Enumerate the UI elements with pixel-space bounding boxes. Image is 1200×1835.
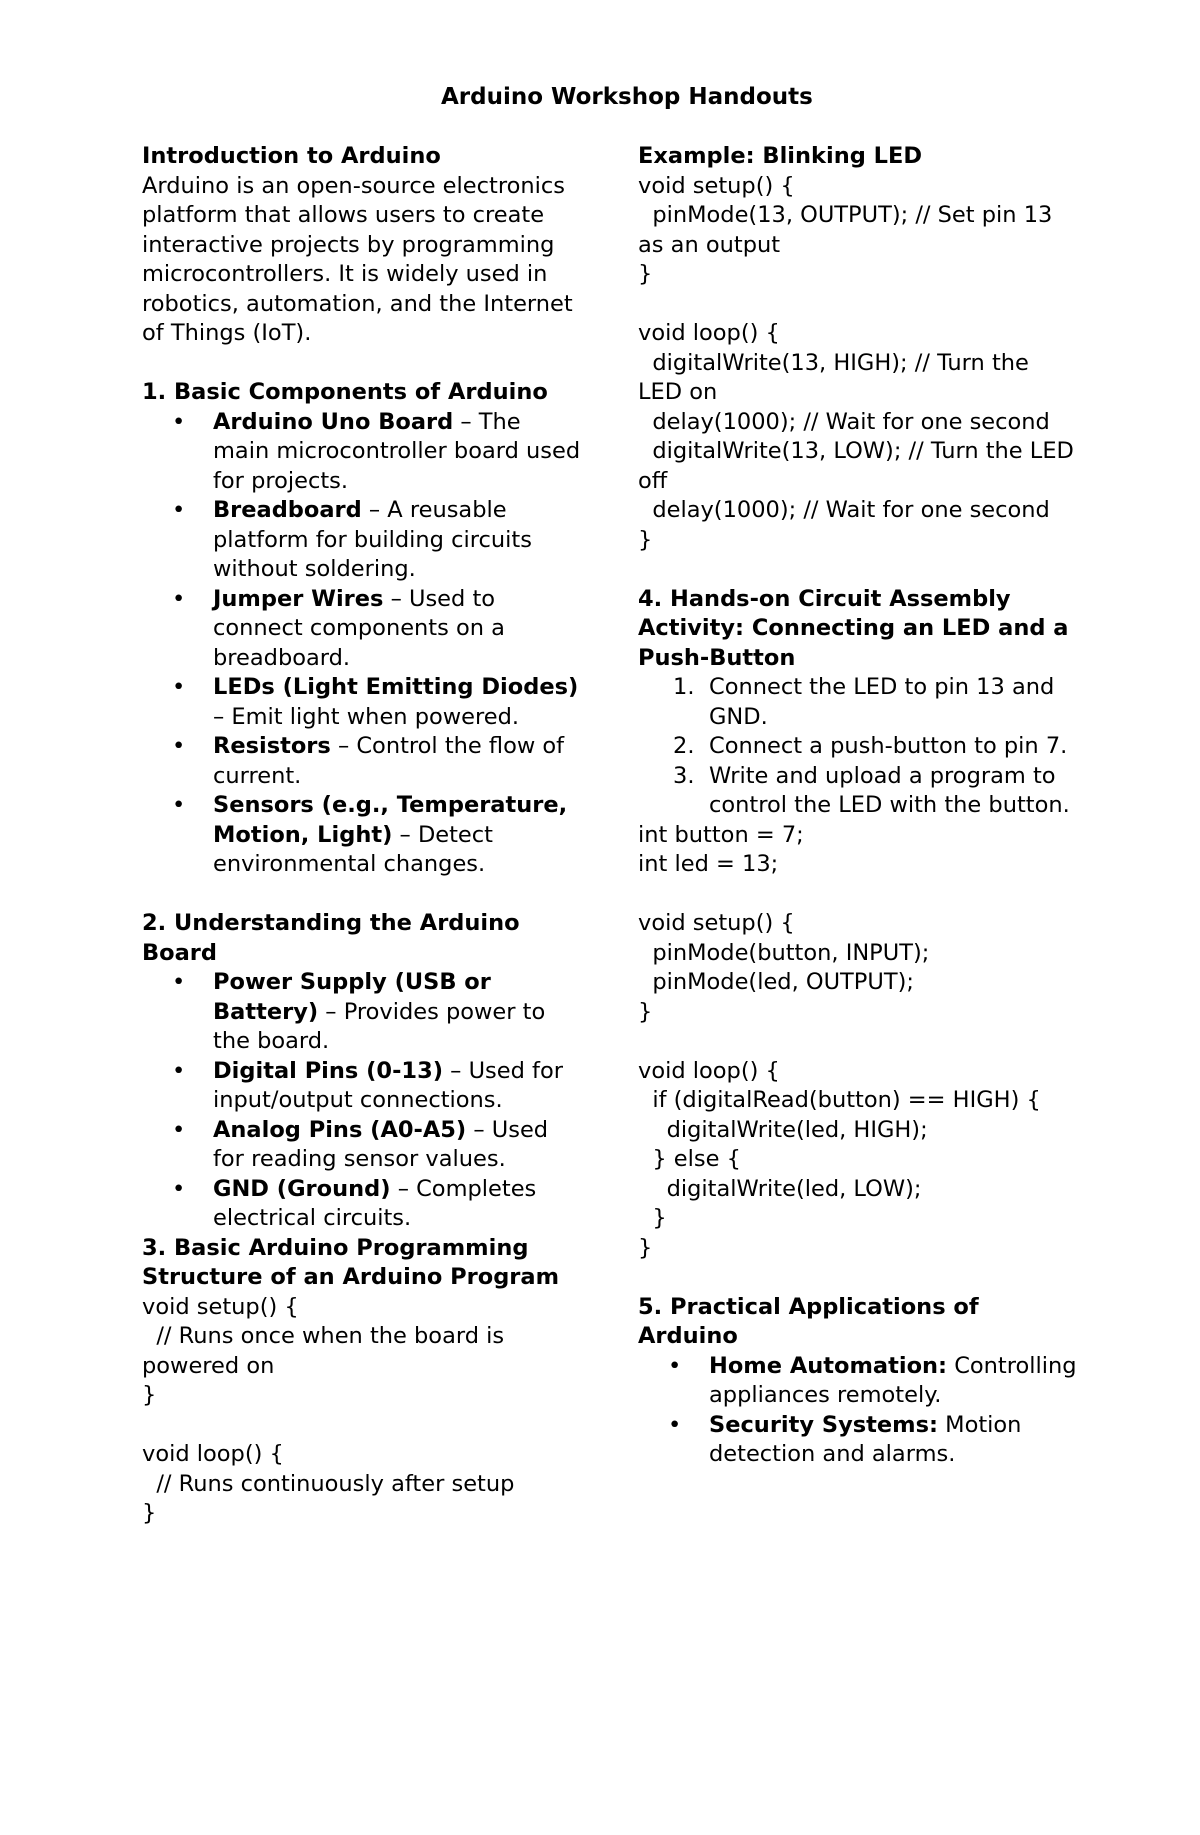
item-desc: – The main microcontroller board used for projects. <box>213 408 581 494</box>
document-title-wrapper <box>441 82 813 124</box>
code-line: // Runs once when the board is powered on <box>142 1323 512 1379</box>
list-item <box>142 791 582 880</box>
code-line: int button = 7; <box>638 821 804 848</box>
section-1-heading: 1. Basic Components of Arduino <box>142 379 548 405</box>
assembly-steps <box>638 673 1078 821</box>
code-line: } <box>638 261 653 287</box>
code-line: } <box>638 998 653 1025</box>
list-item <box>142 673 582 732</box>
structure-code-block <box>142 1293 582 1529</box>
board-list <box>142 968 582 1234</box>
item-desc: Motion detection and alarms. <box>709 1411 1022 1467</box>
left-column <box>142 142 582 1529</box>
item-term: Breadboard <box>213 497 362 523</box>
code-line: delay(1000); // Wait for one second <box>638 497 1050 523</box>
item-term: Analog Pins (A0-A5) <box>213 1116 467 1143</box>
intro-heading: Introduction to Arduino <box>142 143 441 169</box>
code-line: void loop() { <box>638 1057 780 1084</box>
code-line: } <box>638 1234 653 1261</box>
item-term: Resistors <box>213 733 331 759</box>
item-desc: – Emit light when powered. <box>213 703 520 730</box>
step-text: Connect the LED to pin 13 and GND. <box>709 674 1055 730</box>
item-term: GND (Ground) <box>213 1175 391 1202</box>
list-item <box>142 585 582 674</box>
code-line: int led = 13; <box>638 851 779 877</box>
item-term: Arduino Uno Board <box>213 408 454 435</box>
item-desc: Controlling appliances remotely. <box>709 1352 1077 1408</box>
blink-code-block <box>638 172 1082 556</box>
item-desc: – Detect environmental changes. <box>213 821 493 877</box>
list-item <box>142 1116 582 1175</box>
section-3-heading: 3. Basic Arduino Programming Structure of an Arduino Program <box>142 1234 560 1290</box>
code-line <box>638 1027 1078 1057</box>
right-column <box>638 142 1082 1470</box>
item-desc: – Used to connect components on a breadboard. <box>213 585 505 671</box>
code-line <box>638 290 1078 320</box>
item-term: Power Supply (USB or Battery) <box>213 969 491 1025</box>
step-number: 2. <box>673 733 695 759</box>
code-line: digitalWrite(led, LOW); <box>638 1175 922 1202</box>
code-line: } <box>638 1205 667 1231</box>
code-line: void loop() { <box>142 1441 284 1467</box>
item-term: Security Systems: <box>709 1411 938 1438</box>
list-item <box>638 1411 1078 1470</box>
code-line: void loop() { <box>638 320 780 346</box>
components-list <box>142 408 582 880</box>
item-term: Home Automation: <box>709 1352 948 1379</box>
list-item <box>142 1057 582 1116</box>
code-line <box>638 880 1078 910</box>
item-term: Sensors (e.g., Temperature, Motion, Light) <box>213 792 568 848</box>
code-line: digitalWrite(13, HIGH); // Turn the LED on <box>638 349 1037 405</box>
item-desc: – A reusable platform for building circuits without soldering. <box>213 497 532 582</box>
item-desc: – Used for input/output connections. <box>213 1057 563 1113</box>
item-desc: – Used for reading sensor values. <box>213 1116 549 1172</box>
item-term: Jumper Wires <box>213 585 384 612</box>
item-desc: – Completes electrical circuits. <box>213 1175 537 1231</box>
step-number: 1. <box>673 674 695 700</box>
code-line: void setup() { <box>638 910 795 936</box>
code-line: pinMode(led, OUTPUT); <box>638 969 914 995</box>
section-4-heading: 4. Hands-on Circuit Assembly Activity: Connecting an LED and a Push-Button <box>638 585 1069 671</box>
code-line: // Runs continuously after setup <box>142 1470 515 1497</box>
list-item <box>142 968 582 1057</box>
code-line: if (digitalRead(button) == HIGH) { <box>638 1087 1041 1113</box>
code-line: pinMode(13, OUTPUT); // Set pin 13 as an output <box>638 202 1060 258</box>
step-text: Write and upload a program to control the LED with the button. <box>709 762 1070 818</box>
section-5-heading: 5. Practical Applications of Arduino <box>638 1293 979 1349</box>
section-2-heading: 2. Understanding the Arduino Board <box>142 910 520 966</box>
list-item <box>638 732 1078 762</box>
code-line: pinMode(button, INPUT); <box>638 939 930 966</box>
code-line: void setup() { <box>142 1293 299 1320</box>
list-item <box>638 762 1078 821</box>
list-item <box>142 1175 582 1234</box>
code-line: void setup() { <box>638 172 795 199</box>
code-line: } else { <box>638 1146 741 1172</box>
example-heading: Example: Blinking LED <box>638 143 923 169</box>
code-line: delay(1000); // Wait for one second <box>638 408 1050 435</box>
item-desc: – Provides power to the board. <box>213 998 546 1054</box>
item-desc: – Control the flow of current. <box>213 733 565 789</box>
intro-text: Arduino is an open-source electronics platform that allows users to create interactive projects by programming microcontrollers. It is widely used in robotics, automation, and the Internet of Things (IoT). <box>142 172 573 346</box>
code-line: digitalWrite(led, HIGH); <box>638 1116 928 1143</box>
button-code-block <box>638 821 1078 1264</box>
code-line: digitalWrite(13, LOW); // Turn the LED off <box>638 438 1082 494</box>
step-text: Connect a push-button to pin 7. <box>709 733 1068 759</box>
code-line: } <box>142 1382 157 1408</box>
code-line: } <box>638 526 653 553</box>
list-item <box>638 1352 1078 1411</box>
list-item <box>142 496 582 585</box>
item-term: Digital Pins (0-13) <box>213 1057 444 1084</box>
applications-list <box>638 1352 1078 1470</box>
list-item <box>142 408 582 497</box>
item-term: LEDs (Light Emitting Diodes) <box>213 674 579 700</box>
step-number: 3. <box>673 762 695 789</box>
list-item <box>142 732 582 791</box>
code-line: } <box>142 1500 157 1526</box>
list-item <box>638 673 1078 732</box>
code-line <box>142 1411 582 1441</box>
document-title: Arduino Workshop Handouts <box>441 84 813 110</box>
